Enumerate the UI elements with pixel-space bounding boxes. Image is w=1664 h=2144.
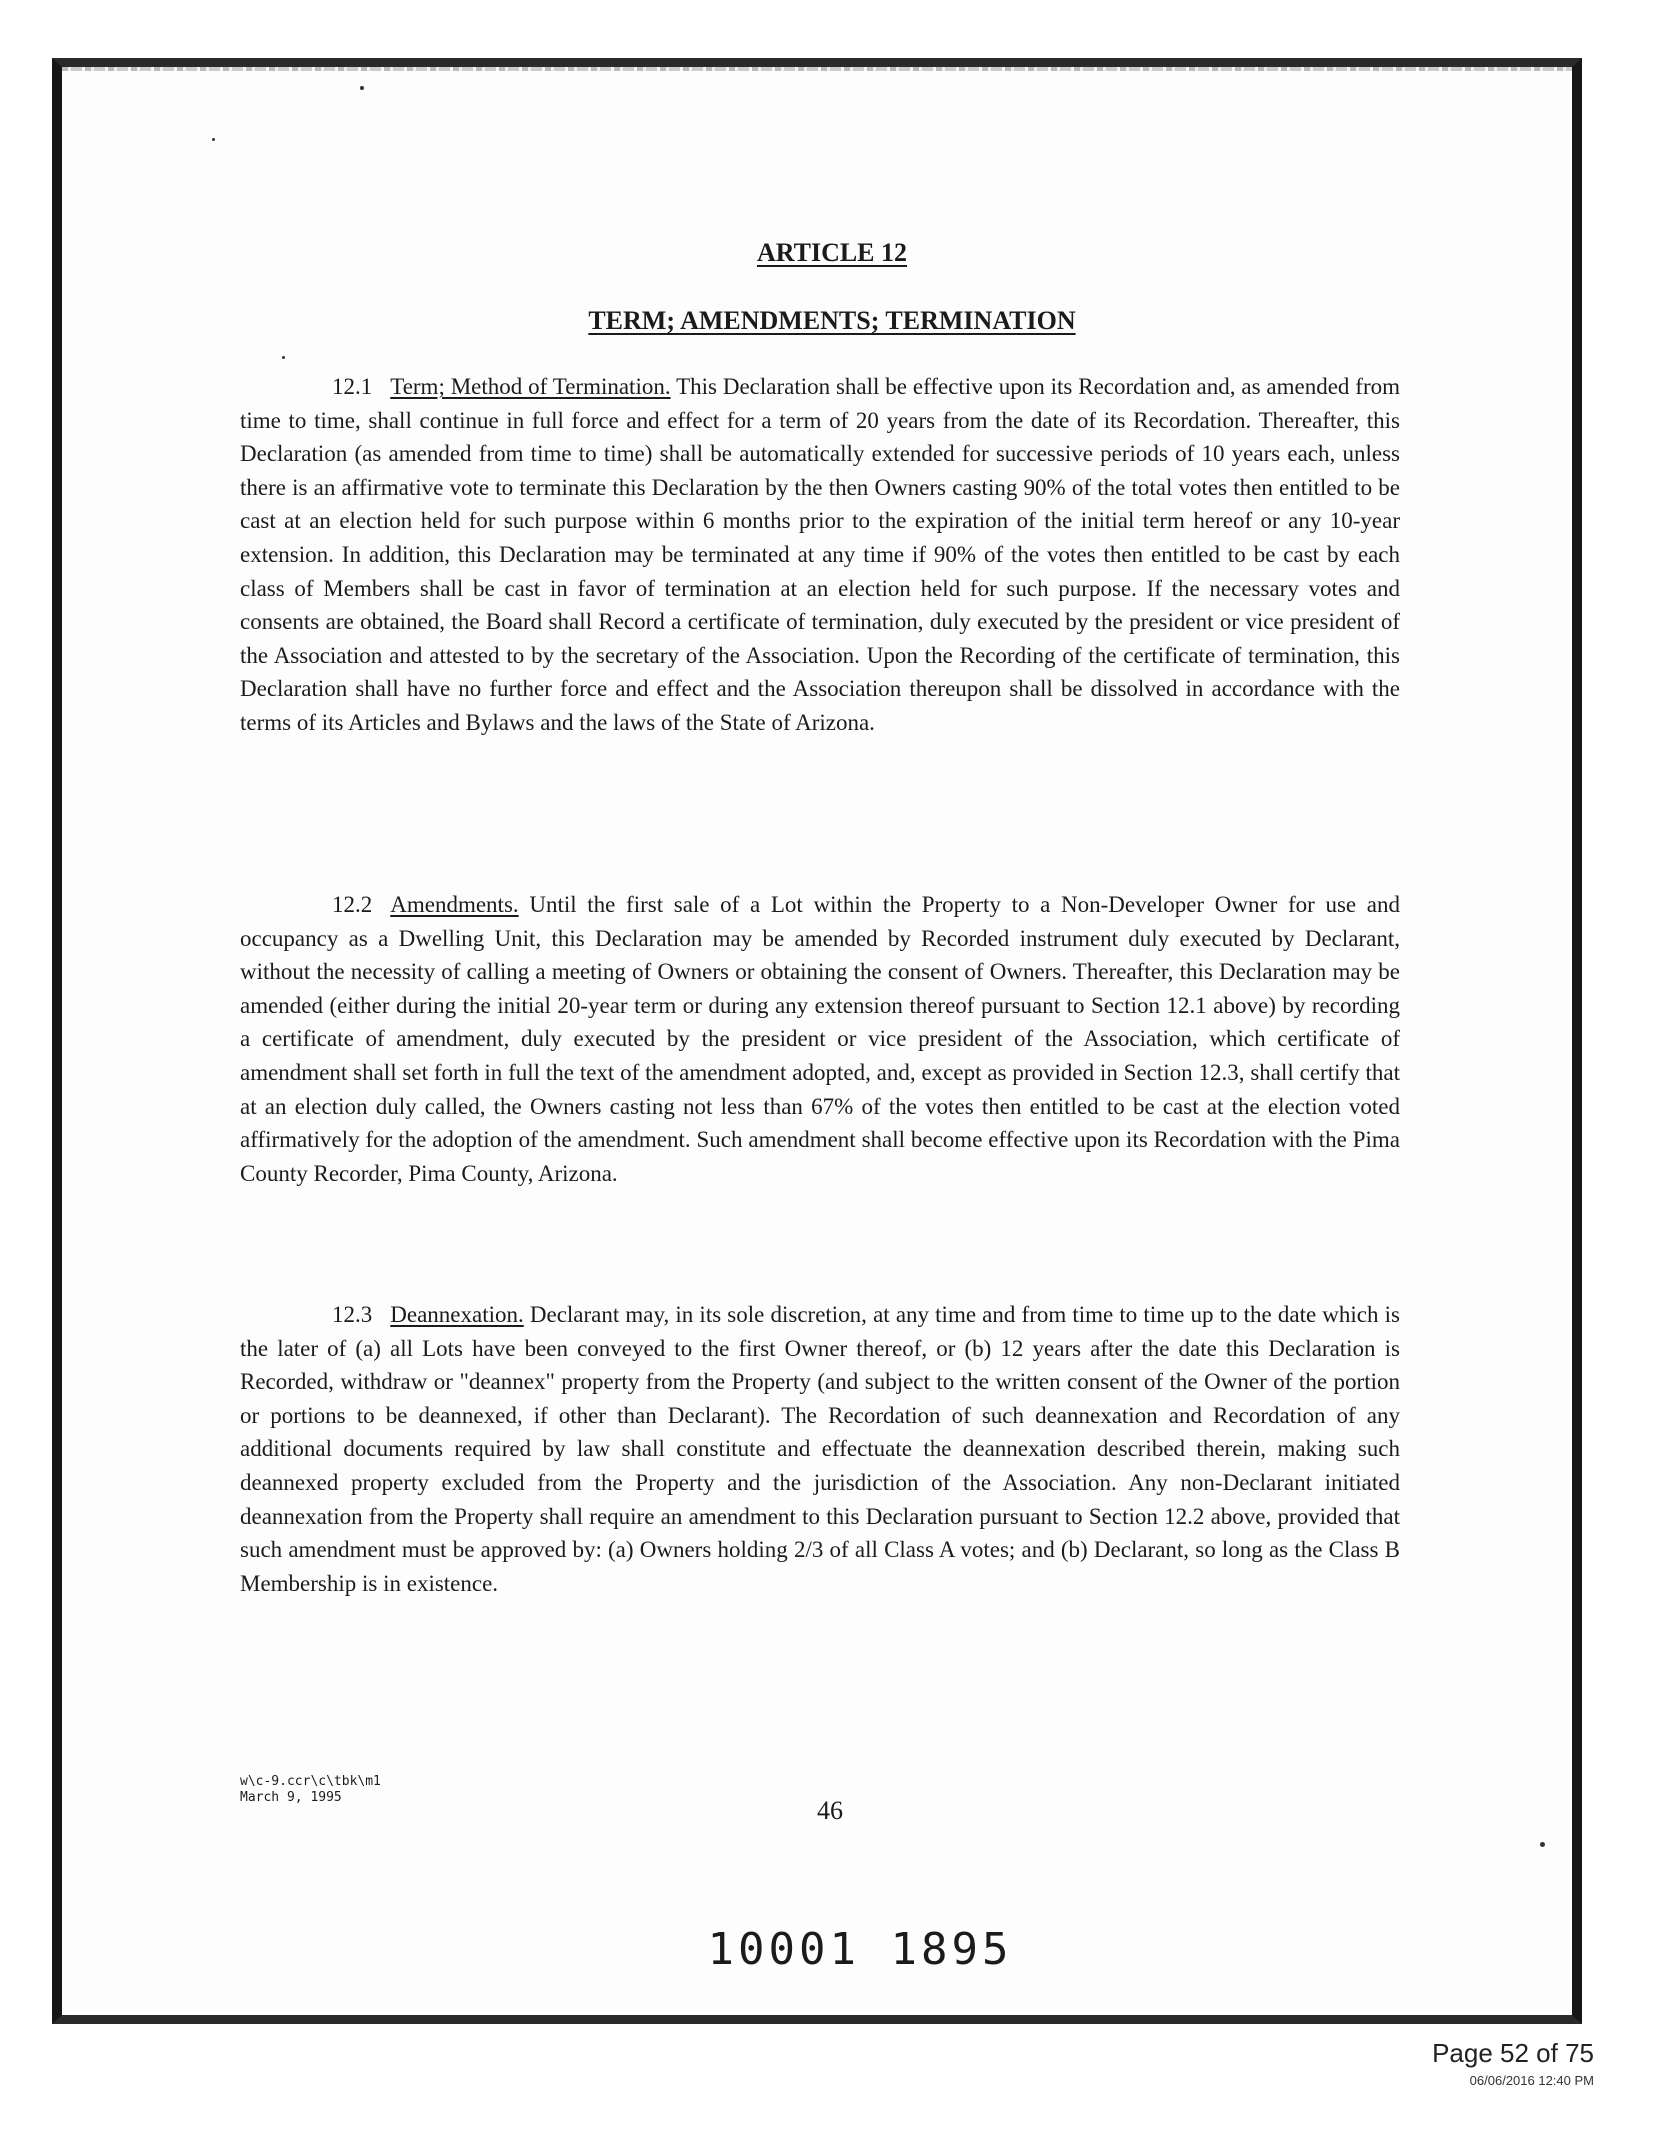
scan-speck bbox=[212, 138, 215, 141]
section-12-3 bbox=[240, 1298, 1400, 1600]
page-number: 46 bbox=[817, 1796, 843, 1825]
section-title: Amendments. bbox=[390, 892, 519, 917]
section-12-2 bbox=[240, 888, 1400, 1190]
document-date: March 9, 1995 bbox=[240, 1790, 342, 1805]
section-number: 12.1 bbox=[332, 374, 373, 399]
article-title: ARTICLE 12 bbox=[756, 238, 908, 267]
section-number: 12.3 bbox=[332, 1302, 373, 1327]
section-number: 12.2 bbox=[332, 892, 373, 917]
scan-speck bbox=[360, 86, 364, 90]
section-title: Term; Method of Termination. bbox=[390, 374, 671, 399]
page-count-stamp: Page 52 of 75 bbox=[1432, 2038, 1594, 2068]
article-subtitle: TERM; AMENDMENTS; TERMINATION bbox=[588, 306, 1076, 335]
document-file-code bbox=[240, 1774, 381, 1806]
section-12-1 bbox=[240, 370, 1400, 740]
section-text: Until the first sale of a Lot within the Property to a Non-Developer Owner for use and occupancy as a Dwelling Unit, this Declaration may be amended by Recorded instrument duly executed by Declarant, without the necessity of calling a meeting of Owners or obtaining the consent of Owners. Thereafter, this Declaration may be amended (either during the initial 20-year term or during any extension thereof pursuant to Section 12.1 above) by recording a certificate of amendment, duly executed by the president or vice president of the Association, which certificate of amendment shall set forth in full the text of the amendment adopted, and, except as provided in Section 12.3, shall certify that at an election duly called, the Owners casting not less than 67% of the votes then entitled to be cast at the election voted affirmatively for the adoption of the amendment. Such amendment shall become effective upon its Recordation with the Pima County Recorder, Pima County, Arizona. bbox=[240, 892, 1400, 1186]
file-code: w\c-9.ccr\c\tbk\m1 bbox=[240, 1774, 381, 1789]
section-text: Declarant may, in its sole discretion, at any time and from time to time up to the date which is the later of (a) all Lots have been conveyed to the first Owner thereof, or (b) 12 years after the date this Declaration is Recorded, withdraw or "deannex" property from the Property (and subject to the written consent of the Owner of the portion or portions to be deannexed, if other than Declarant). The Recordation of such deannexation and Recordation of any additional documents required by law shall constitute and effectuate the deannexation described therein, making such deannexed property excluded from the Property and the jurisdiction of the Association. Any non-Declarant initiated deannexation from the Property shall require an amendment to this Declaration pursuant to Section 12.2 above, provided that such amendment must be approved by: (a) Owners holding 2/3 of all Class A votes; and (b) Declarant, so long as the Class B Membership is in existence. bbox=[240, 1302, 1400, 1596]
section-text: This Declaration shall be effective upon its Recordation and, as amended from time to time, shall continue in full force and effect for a term of 20 years from the date of its Recordation. Thereafter, this Declaration (as amended from time to time) shall be automatically extended for successive periods of 10 years each, unless there is an affirmative vote to terminate this Declaration by the then Owners casting 90% of the total votes then entitled to be cast at an election held for such purpose within 6 months prior to the expiration of the initial term hereof or any 10-year extension. In addition, this Declaration may be terminated at any time if 90% of the votes then entitled to be cast by each class of Members shall be cast in favor of termination at an election held for such purpose. If the necessary votes and consents are obtained, the Board shall Record a certificate of termination, duly executed by the president or vice president of the Association and attested to by the secretary of the Association. Upon the Recording of the certificate of termination, this Declaration shall have no further force and effect and the Association thereupon shall be dissolved in accordance with the terms of its Articles and Bylaws and the laws of the State of Arizona. bbox=[240, 374, 1400, 735]
scan-speck bbox=[282, 356, 285, 359]
scan-speck bbox=[1540, 1842, 1545, 1847]
section-title: Deannexation. bbox=[390, 1302, 524, 1327]
recording-number: 10001 1895 bbox=[707, 1924, 1013, 1975]
print-timestamp: 06/06/2016 12:40 PM bbox=[1469, 2073, 1594, 2088]
